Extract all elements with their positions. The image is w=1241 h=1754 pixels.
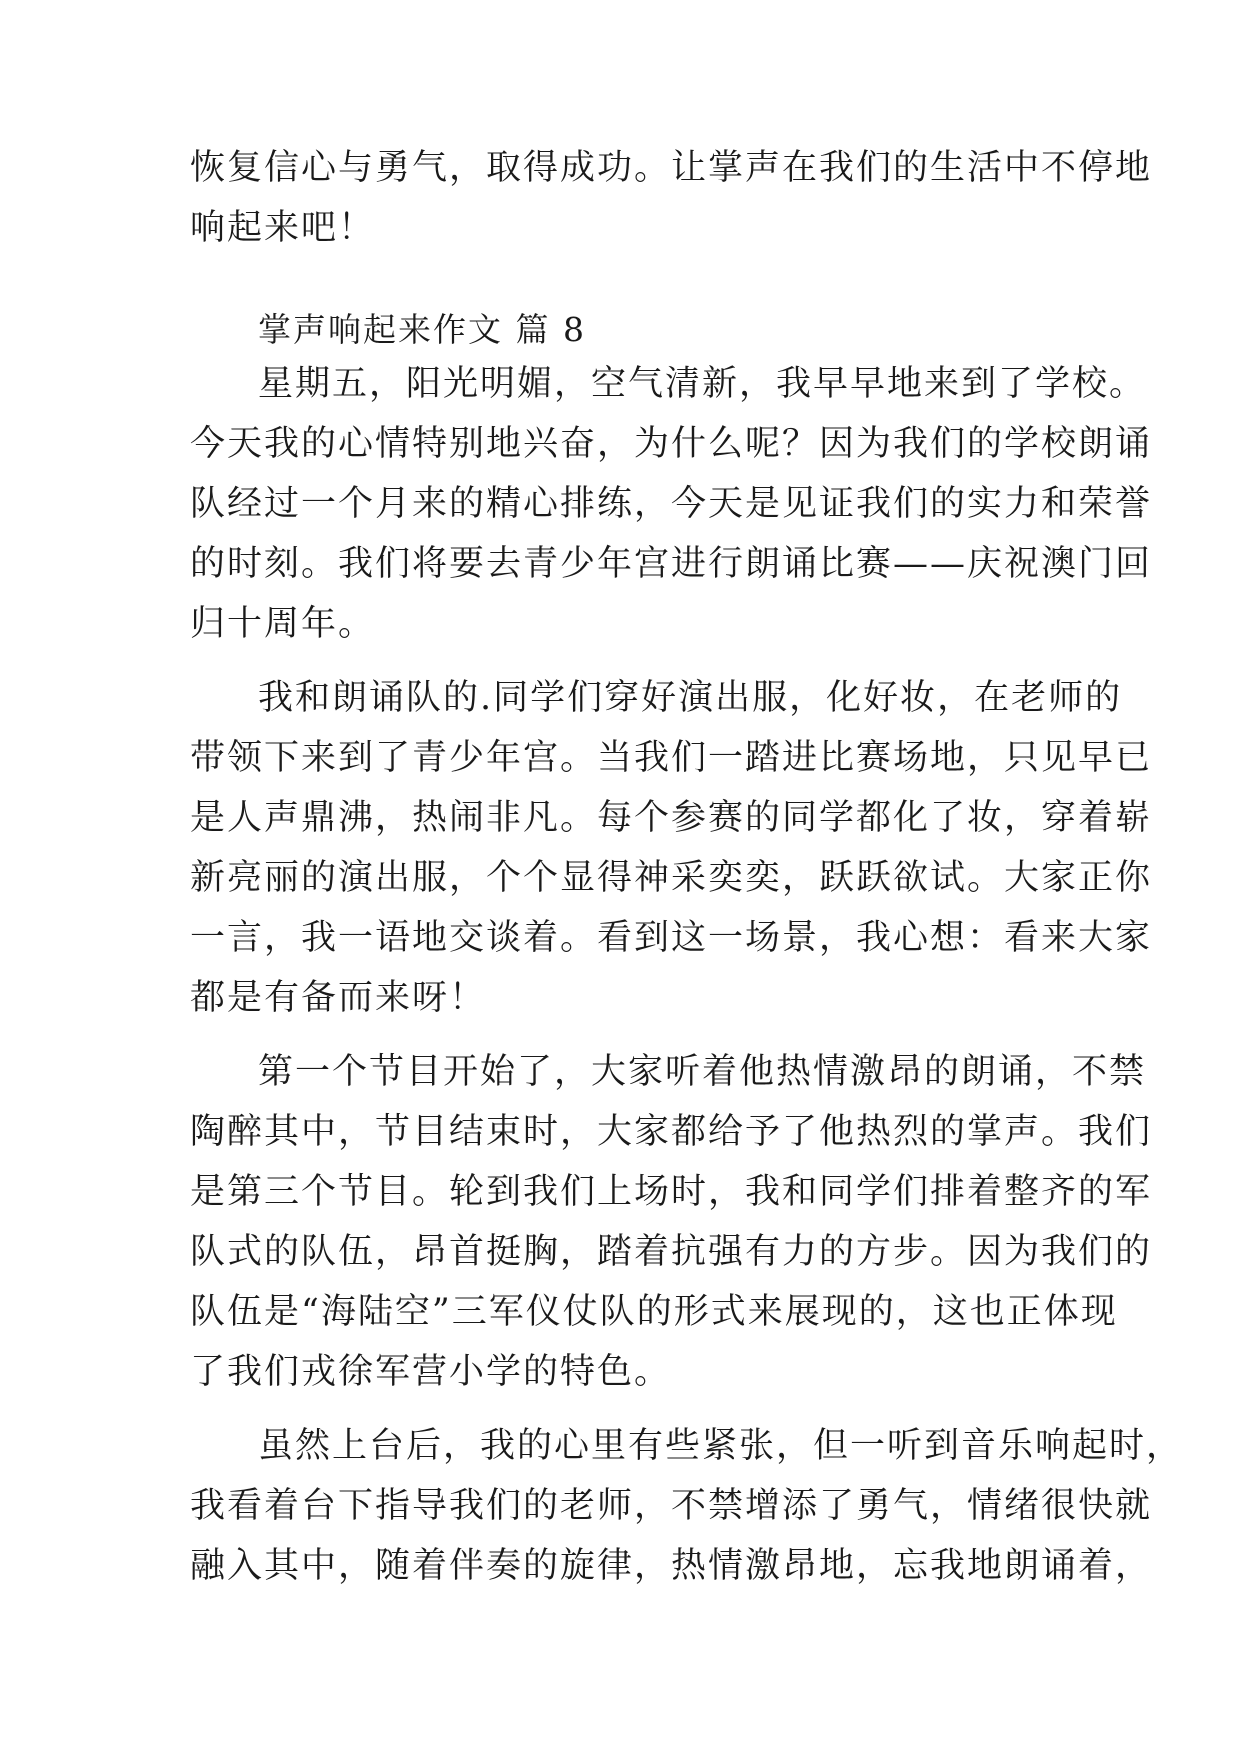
paragraph-line: 融入其中，随着伴奏的旋律，热情激昂地，忘我地朗诵着， [190,1546,1153,1586]
paragraph-line: 今天我的心情特别地兴奋，为什么呢？因为我们的学校朗诵 [190,424,1153,464]
paragraph-line: 是第三个节目。轮到我们上场时，我和同学们排着整齐的军 [190,1172,1153,1212]
paragraph-line: 我和朗诵队的.同学们穿好演出服，化好妆，在老师的 [258,678,1123,718]
continuation-line: 恢复信心与勇气，取得成功。让掌声在我们的生活中不停地 [190,148,1153,188]
paragraph-line: 的时刻。我们将要去青少年宫进行朗诵比赛——庆祝澳门回 [190,544,1153,584]
paragraph-line: 是人声鼎沸，热闹非凡。每个参赛的同学都化了妆，穿着崭 [190,798,1153,838]
paragraph-line: 队经过一个月来的精心排练，今天是见证我们的实力和荣誉 [190,484,1153,524]
paragraph-line: 带领下来到了青少年宫。当我们一踏进比赛场地，只见早已 [190,738,1153,778]
paragraph-line: 一言，我一语地交谈着。看到这一场景，我心想：看来大家 [190,918,1153,958]
continuation-line: 响起来吧！ [190,208,376,248]
paragraph-line: 归十周年。 [190,604,376,644]
paragraph-line: 第一个节目开始了，大家听着他热情激昂的朗诵，不禁 [258,1052,1147,1092]
paragraph-line: 都是有备而来呀！ [190,978,487,1018]
paragraph-line: 虽然上台后，我的心里有些紧张，但一听到音乐响起时， [258,1426,1184,1466]
paragraph-line: 了我们戎徐军营小学的特色。 [190,1352,672,1392]
paragraph-line: 新亮丽的演出服，个个显得神采奕奕，跃跃欲试。大家正你 [190,858,1153,898]
paragraph-line: 陶醉其中，节目结束时，大家都给予了他热烈的掌声。我们 [190,1112,1153,1152]
paragraph-line: 队式的队伍，昂首挺胸，踏着抗强有力的方步。因为我们的 [190,1232,1153,1272]
paragraph-line: 我看着台下指导我们的老师，不禁增添了勇气，情绪很快就 [190,1486,1153,1526]
paragraph-line: 星期五，阳光明媚，空气清新，我早早地来到了学校。 [258,364,1147,404]
paragraph-line: 队伍是“海陆空”三军仪仗队的形式来展现的，这也正体现 [190,1292,1118,1332]
section-title: 掌声响起来作文 篇 8 [258,310,586,349]
